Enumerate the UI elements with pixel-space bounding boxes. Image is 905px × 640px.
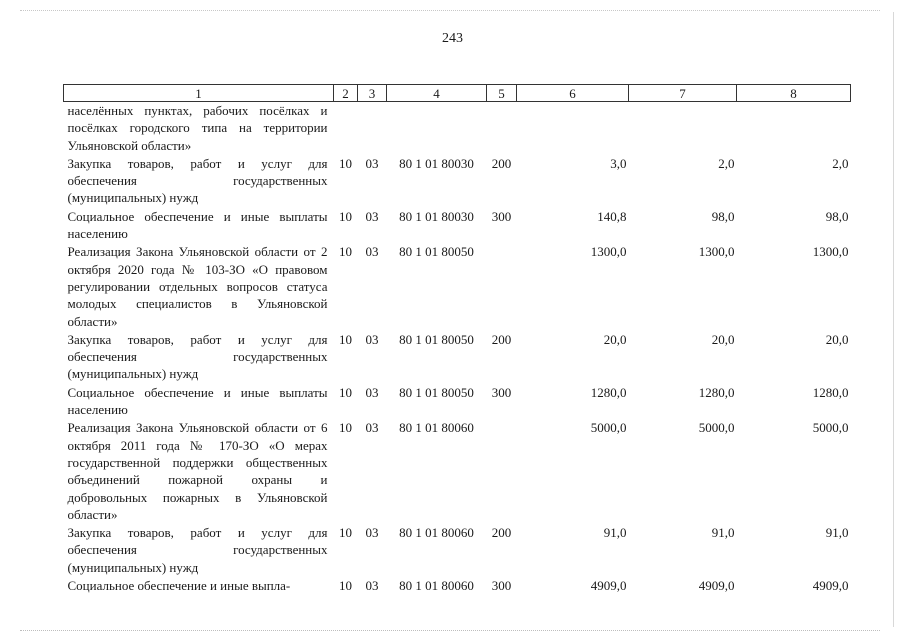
row-expense-type (487, 102, 517, 155)
row-amount-col7 (629, 102, 737, 155)
row-section (334, 102, 358, 155)
row-subsection (358, 102, 387, 155)
column-header: 8 (737, 85, 851, 102)
row-description: Закупка товаров, работ и услуг для обеспечения государственных (муниципальных) нужд (67, 525, 328, 575)
row-description: Реализация Закона Ульяновской области от 6 октября 2011 года № 170-ЗО «О мерах государственной поддержки общественных объединений пожарной охраны и добровольных пожарных в Ульяновской области» (67, 420, 328, 522)
table-row (64, 155, 851, 208)
row-amount-col8: 4909,0 (812, 578, 849, 594)
row-amount-col6: 1300,0 (590, 244, 627, 260)
column-header: 7 (629, 85, 737, 102)
row-expense-type: 200 (491, 331, 512, 347)
table-row (64, 577, 851, 595)
row-amount-col6: 5000,0 (590, 420, 627, 436)
row-amount-col7: 5000,0 (698, 420, 735, 436)
table-row (64, 102, 851, 155)
row-amount-col8: 1280,0 (812, 384, 849, 400)
row-subsection: 03 (365, 384, 379, 400)
budget-table (63, 84, 851, 595)
row-target-article: 80 1 01 80050 (399, 331, 474, 347)
row-section: 10 (339, 420, 352, 436)
column-header: 5 (487, 85, 517, 102)
row-amount-col6: 1280,0 (590, 384, 627, 400)
column-header: 4 (387, 85, 487, 102)
row-expense-type: 300 (491, 384, 512, 400)
row-target-article: 80 1 01 80060 (399, 525, 474, 541)
row-amount-col8: 5000,0 (812, 420, 849, 436)
table-row (64, 384, 851, 420)
row-subsection: 03 (365, 208, 379, 224)
row-target-article: 80 1 01 80050 (399, 244, 474, 260)
row-amount-col6 (517, 102, 629, 155)
row-amount-col8: 98,0 (825, 208, 849, 224)
row-subsection: 03 (365, 155, 379, 171)
row-description: Реализация Закона Ульяновской области от 2 октября 2020 года № 103-ЗО «О правовом регулировании отдельных вопросов статуса молодых специалистов в Ульяновской области» (67, 244, 328, 329)
row-expense-type: 200 (491, 525, 512, 541)
row-amount-col7: 4909,0 (698, 578, 735, 594)
row-section: 10 (339, 155, 352, 171)
row-amount-col7: 20,0 (711, 331, 735, 347)
row-amount-col6: 3,0 (610, 155, 627, 171)
row-amount-col8 (737, 102, 851, 155)
row-section: 10 (339, 578, 352, 594)
row-amount-col6: 140,8 (597, 208, 627, 224)
row-target-article: 80 1 01 80030 (399, 208, 474, 224)
row-section: 10 (339, 208, 352, 224)
column-header: 3 (358, 85, 387, 102)
column-header: 1 (64, 85, 334, 102)
table-row (64, 243, 851, 330)
row-description: Закупка товаров, работ и услуг для обеспечения государственных (муниципальных) нужд (67, 155, 328, 206)
row-subsection: 03 (365, 244, 379, 260)
row-expense-type (487, 419, 517, 524)
row-section: 10 (339, 331, 352, 347)
table-row (64, 419, 851, 524)
row-amount-col8: 20,0 (825, 331, 849, 347)
row-section: 10 (339, 244, 352, 260)
row-subsection: 03 (365, 420, 379, 436)
page-number: 243 (442, 31, 463, 46)
row-description: Социальное обеспечение и иные выплаты населению (67, 384, 328, 418)
scan-right-edge (893, 12, 894, 627)
scan-top-edge (20, 10, 880, 11)
row-amount-col6: 20,0 (603, 331, 627, 347)
row-section: 10 (339, 384, 352, 400)
table-header-row (64, 85, 851, 102)
row-expense-type: 200 (491, 155, 512, 171)
row-amount-col8: 91,0 (825, 525, 849, 541)
row-target-article: 80 1 01 80060 (399, 420, 474, 436)
row-subsection: 03 (365, 578, 379, 594)
row-amount-col7: 1300,0 (698, 244, 735, 260)
row-description: Социальное обеспечение и иные выпла- (67, 578, 291, 594)
row-subsection: 03 (365, 331, 379, 347)
table-row (64, 524, 851, 577)
row-amount-col6: 4909,0 (590, 578, 627, 594)
row-expense-type: 300 (491, 578, 512, 594)
table-row (64, 331, 851, 384)
row-target-article (387, 102, 487, 155)
row-description: Закупка товаров, работ и услуг для обеспечения государственных (муниципальных) нужд (67, 331, 328, 382)
row-target-article: 80 1 01 80060 (399, 578, 474, 594)
table-row (64, 208, 851, 244)
column-header: 6 (517, 85, 629, 102)
row-amount-col8: 2,0 (832, 155, 849, 171)
row-expense-type (487, 243, 517, 330)
row-amount-col7: 98,0 (711, 208, 735, 224)
row-amount-col7: 91,0 (711, 525, 735, 541)
row-target-article: 80 1 01 80050 (399, 384, 474, 400)
column-header: 2 (334, 85, 358, 102)
row-amount-col7: 2,0 (718, 155, 735, 171)
row-section: 10 (339, 525, 352, 541)
row-amount-col6: 91,0 (603, 525, 627, 541)
row-target-article: 80 1 01 80030 (399, 155, 474, 171)
row-subsection: 03 (365, 525, 379, 541)
row-amount-col7: 1280,0 (698, 384, 735, 400)
row-description: Социальное обеспечение и иные выплаты населению (67, 208, 328, 242)
row-expense-type: 300 (491, 208, 512, 224)
scan-bottom-edge (20, 630, 880, 631)
row-amount-col8: 1300,0 (812, 244, 849, 260)
row-description: населённых пунктах, рабочих посёлках и посёлках городского типа на территории Ульяновской области» (67, 103, 328, 153)
